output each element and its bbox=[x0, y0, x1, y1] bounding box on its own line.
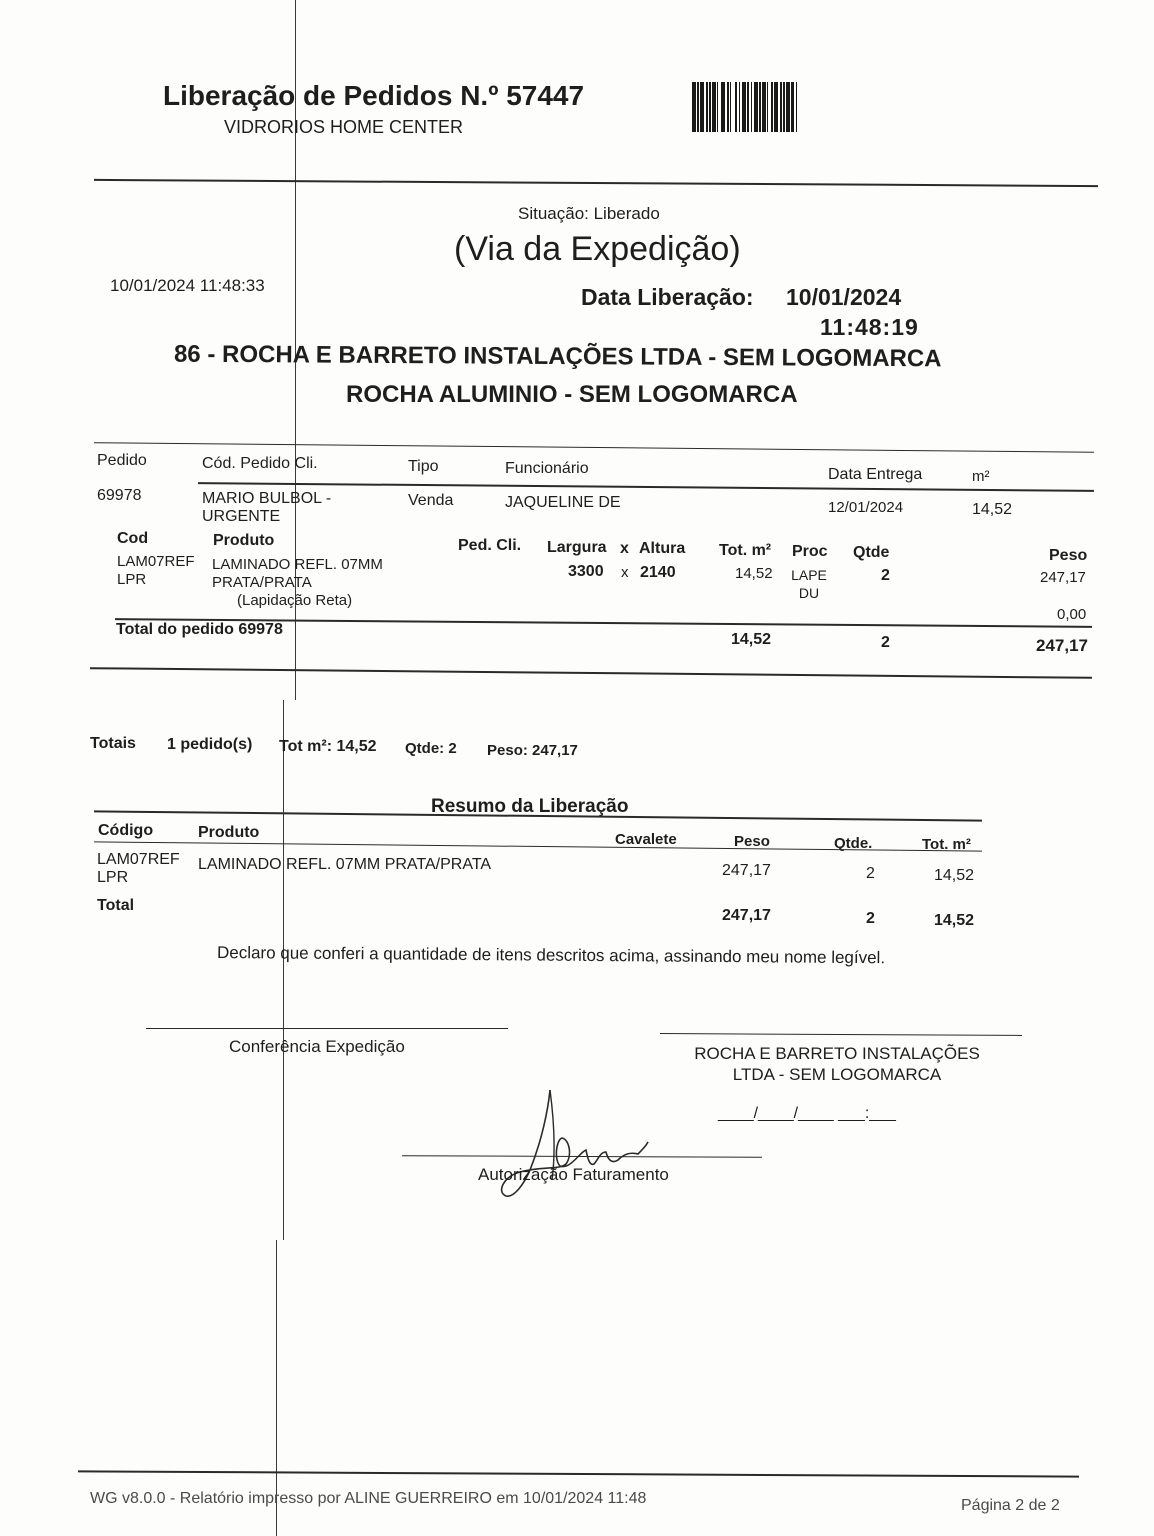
document-title: Liberação de Pedidos N.º 57447 bbox=[163, 80, 585, 111]
item-col-altura: Altura bbox=[639, 540, 686, 557]
item-col-produto: Produto bbox=[213, 532, 275, 549]
signature-company-line2: LTDA - SEM LOGOMARCA bbox=[732, 1065, 942, 1084]
row-data-entrega: 12/01/2024 bbox=[828, 499, 904, 516]
summary-row-peso: 247,17 bbox=[722, 862, 771, 879]
summary-title: Resumo da Liberação bbox=[431, 796, 629, 817]
row-m2: 14,52 bbox=[972, 501, 1013, 518]
item-col-tot-m2: Tot. m² bbox=[719, 542, 772, 559]
row-cod-pedido-cli: MARIO BULBOL - URGENTE bbox=[202, 490, 332, 525]
signature-line-company bbox=[660, 1033, 1022, 1036]
item-peso: 247,17 bbox=[1040, 569, 1086, 586]
item-tot-m2: 14,52 bbox=[735, 565, 773, 582]
totals-peso: Peso: 247,17 bbox=[487, 742, 578, 759]
item-col-cod: Cod bbox=[117, 530, 149, 547]
order-total-m2: 14,52 bbox=[731, 631, 772, 648]
item-altura: 2140 bbox=[640, 564, 676, 581]
via-label: (Via da Expedição) bbox=[454, 230, 741, 268]
item-x: x bbox=[621, 564, 629, 581]
summary-col-tot-m2: Tot. m² bbox=[922, 836, 971, 853]
footer-printed-by: WG v8.0.0 - Relatório impresso por ALINE GUERREIRO em 10/01/2024 11:48 bbox=[90, 1490, 647, 1507]
col-tipo: Tipo bbox=[408, 458, 439, 475]
item-col-peso: Peso bbox=[1049, 547, 1088, 564]
col-pedido: Pedido bbox=[97, 452, 147, 469]
item-cod: LAM07REF LPR bbox=[117, 553, 195, 588]
totals-tot-m2: Tot m²: 14,52 bbox=[279, 738, 377, 755]
printed-datetime: 10/01/2024 11:48:33 bbox=[110, 276, 265, 295]
footer-page-number: Página 2 de 2 bbox=[961, 1497, 1060, 1514]
table-top-line bbox=[94, 442, 1094, 453]
signature-line-conferencia bbox=[146, 1028, 508, 1029]
item-qtde: 2 bbox=[881, 567, 890, 584]
table-header-line bbox=[198, 482, 1094, 492]
item-produto: LAMINADO REFL. 07MM PRATA/PRATA bbox=[212, 556, 383, 591]
release-label: Data Liberação: bbox=[581, 284, 754, 310]
row-pedido: 69978 bbox=[97, 487, 142, 504]
summary-col-produto: Produto bbox=[198, 824, 260, 841]
summary-total-peso: 247,17 bbox=[722, 907, 771, 924]
order-total-label: Total do pedido 69978 bbox=[116, 621, 283, 638]
divider bbox=[94, 179, 1098, 187]
summary-total-label: Total bbox=[97, 897, 135, 914]
summary-row-tot-m2: 14,52 bbox=[934, 867, 975, 884]
company-name: VIDRORIOS HOME CENTER bbox=[224, 117, 464, 137]
item-largura: 3300 bbox=[568, 563, 604, 580]
item-proc: LAPE DU bbox=[791, 567, 827, 601]
client-subname: ROCHA ALUMINIO - SEM LOGOMARCA bbox=[346, 381, 798, 408]
barcode-bar bbox=[797, 82, 801, 132]
handwritten-signature bbox=[490, 1080, 660, 1205]
order-total-qtde: 2 bbox=[881, 634, 890, 651]
summary-col-qtde: Qtde. bbox=[834, 835, 873, 852]
item-col-ped-cli: Ped. Cli. bbox=[458, 537, 522, 554]
totals-pedidos: 1 pedido(s) bbox=[167, 736, 253, 753]
client-name: 86 - ROCHA E BARRETO INSTALAÇÕES LTDA - SEM LOGOMARCA bbox=[173, 340, 942, 373]
col-data-entrega: Data Entrega bbox=[828, 466, 923, 483]
scan-line-lower bbox=[283, 700, 284, 1240]
summary-col-cavalete: Cavalete bbox=[615, 831, 677, 848]
totals-label: Totais bbox=[90, 735, 136, 752]
item-col-largura: Largura bbox=[547, 539, 607, 556]
col-funcionario: Funcionário bbox=[505, 460, 589, 477]
item-processo: (Lapidação Reta) bbox=[237, 592, 353, 609]
release-date: 10/01/2024 bbox=[786, 284, 902, 310]
release-time: 11:48:19 bbox=[820, 314, 919, 340]
summary-total-qtde: 2 bbox=[866, 910, 875, 927]
summary-col-peso: Peso bbox=[734, 833, 770, 850]
signature-company-line1: ROCHA E BARRETO INSTALAÇÕES bbox=[694, 1044, 980, 1063]
signature-label-autorizacao: Autorização Faturamento bbox=[478, 1165, 669, 1184]
col-cod-pedido-cli: Cód. Pedido Cli. bbox=[202, 455, 318, 472]
row-funcionario: JAQUELINE DE bbox=[505, 494, 621, 511]
signature-date-blank: ____/____/____ ___:___ bbox=[718, 1105, 896, 1122]
order-total-peso: 247,17 bbox=[1036, 636, 1088, 655]
item-col-proc: Proc bbox=[792, 543, 828, 560]
footer-line bbox=[78, 1470, 1079, 1477]
barcode bbox=[692, 82, 870, 132]
summary-col-codigo: Código bbox=[98, 822, 154, 839]
totals-qtde: Qtde: 2 bbox=[405, 740, 457, 757]
item-col-x: x bbox=[620, 540, 629, 557]
summary-row-produto: LAMINADO REFL. 07MM PRATA/PRATA bbox=[198, 856, 492, 873]
signature-label-conferencia: Conferência Expedição bbox=[229, 1037, 405, 1056]
summary-total-tot-m2: 14,52 bbox=[934, 912, 975, 929]
table-bottom-line bbox=[90, 667, 1092, 679]
item-peso-extra: 0,00 bbox=[1057, 606, 1087, 623]
item-col-qtde: Qtde bbox=[853, 544, 890, 561]
summary-row-qtde: 2 bbox=[866, 865, 875, 882]
declaration-text: Declaro que conferi a quantidade de itens descritos acima, assinando meu nome legível. bbox=[216, 943, 886, 968]
summary-row-codigo: LAM07REF LPR bbox=[97, 851, 180, 886]
col-m2: m² bbox=[972, 468, 990, 485]
status-text: Situação: Liberado bbox=[518, 204, 660, 223]
row-tipo: Venda bbox=[408, 492, 454, 509]
